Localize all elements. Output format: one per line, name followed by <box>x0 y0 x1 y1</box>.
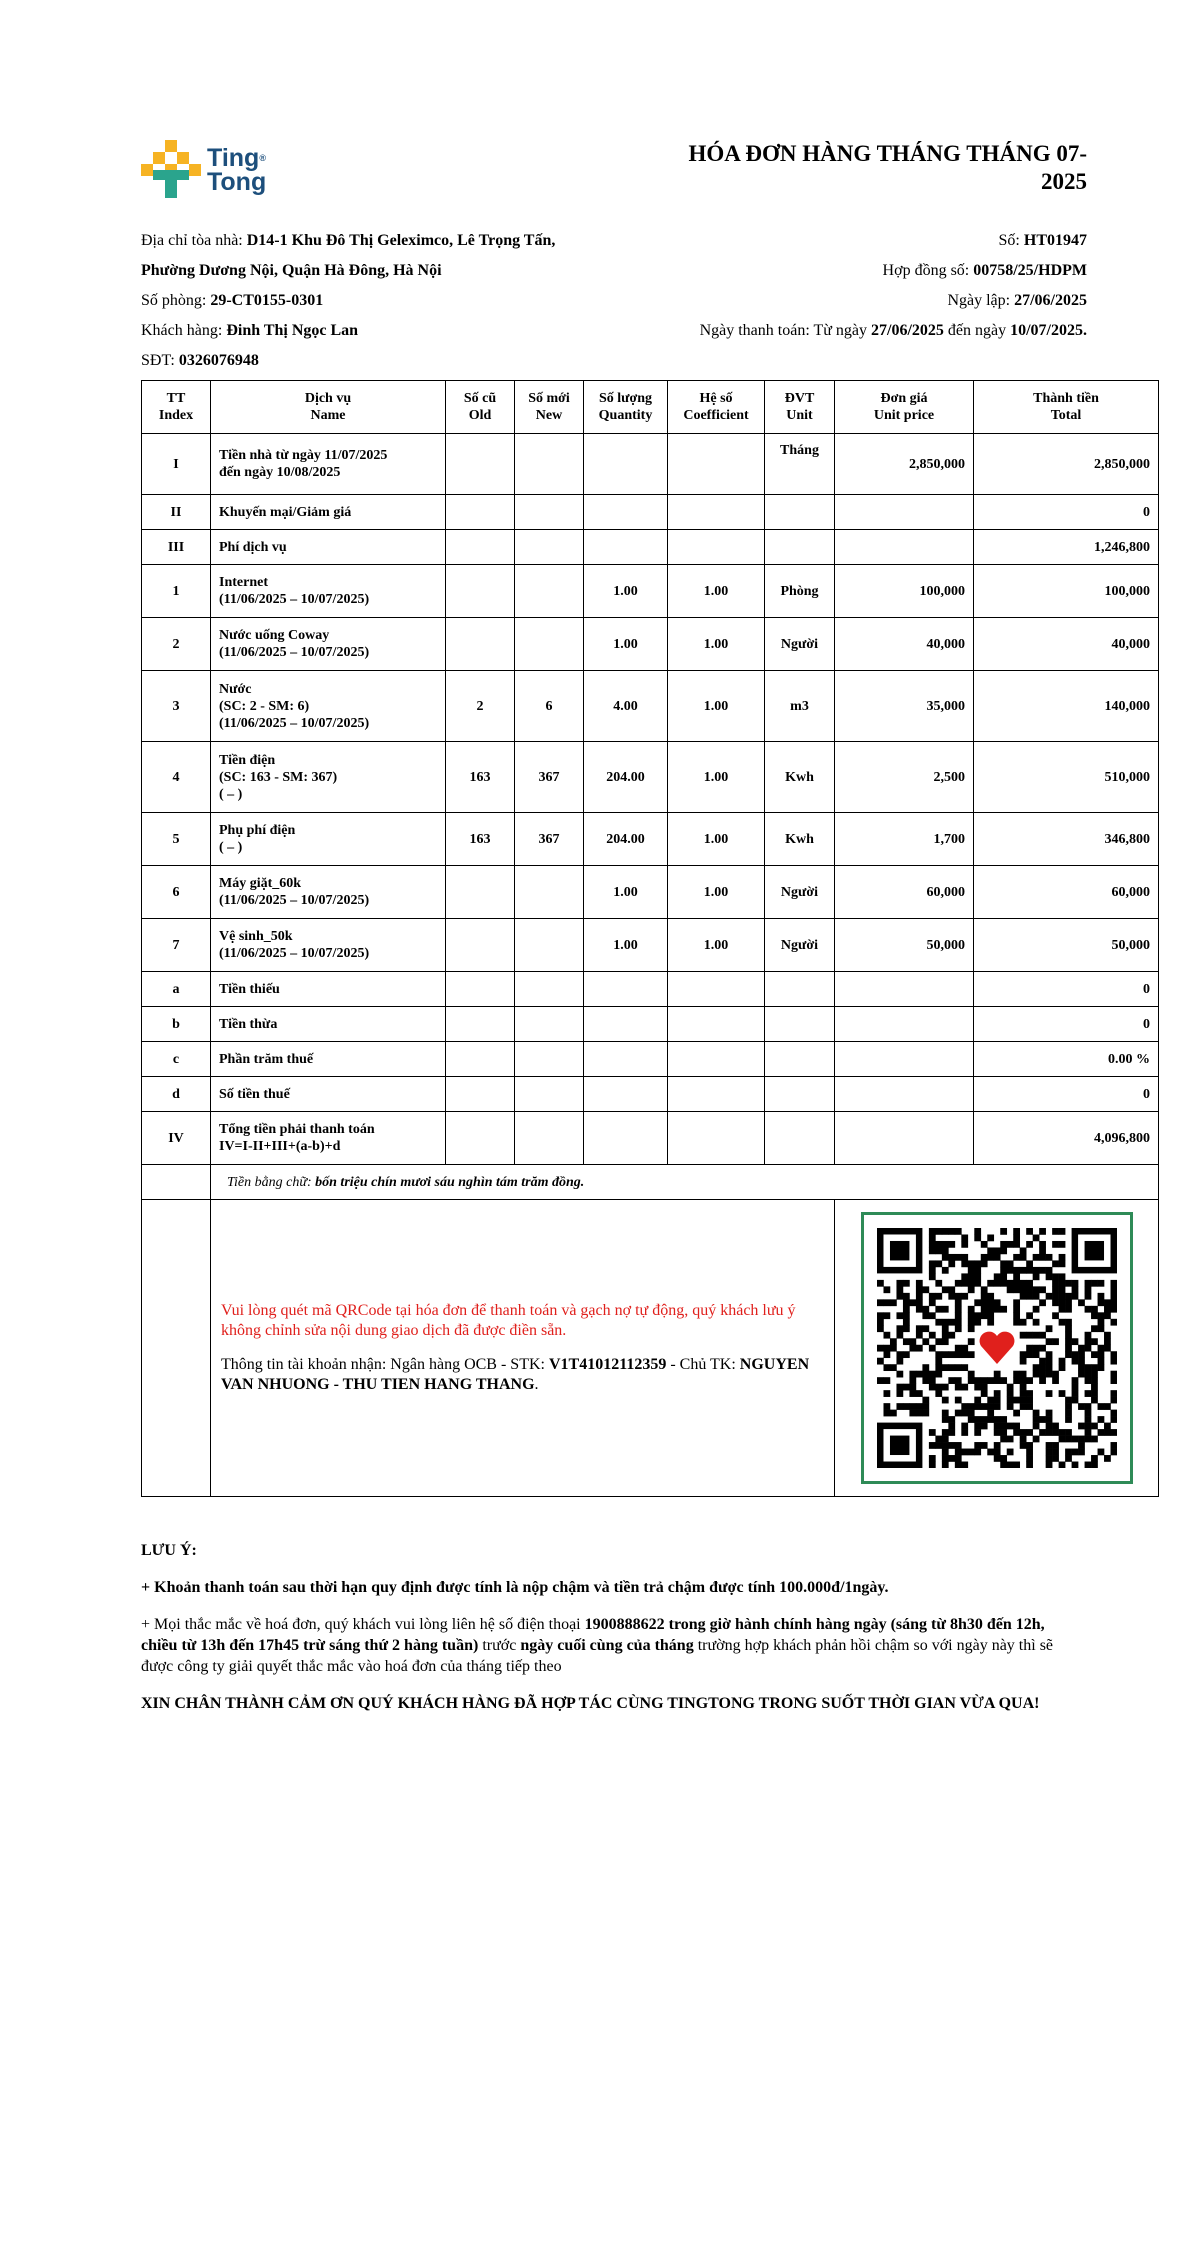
table-row <box>142 972 1159 1007</box>
row-total: 4,096,800 <box>974 1112 1159 1165</box>
row-unit: Phòng <box>765 565 835 618</box>
amount-in-words-row <box>142 1165 1159 1200</box>
row-service-name: Tiền thiếu <box>211 972 446 1007</box>
row-unit: Người <box>765 919 835 972</box>
row-index: b <box>142 1007 211 1042</box>
thank-you-note: XIN CHÂN THÀNH CẢM ƠN QUÝ KHÁCH HÀNG ĐÃ HỢP TÁC CÙNG TINGTONG TRONG SUỐT THỜI GIAN VỪA QUA! <box>141 1695 1040 1712</box>
table-row <box>142 671 1159 742</box>
row-index: 2 <box>142 618 211 671</box>
row-new-reading <box>515 919 584 972</box>
row-unit-price: 2,850,000 <box>835 434 974 495</box>
row-old-reading <box>446 565 515 618</box>
row-quantity <box>584 1042 668 1077</box>
row-unit-price <box>835 1112 974 1165</box>
row-new-reading <box>515 866 584 919</box>
row-coefficient: 1.00 <box>668 618 765 671</box>
contract-number: Hợp đồng số: 00758/25/HDPM <box>882 262 1087 279</box>
invoice-number: Số: HT01947 <box>998 232 1087 249</box>
row-unit <box>765 1042 835 1077</box>
logo-mark-icon <box>141 140 201 200</box>
payment-period: Ngày thanh toán: Từ ngày 27/06/2025 đến ngày 10/07/2025. <box>699 322 1087 339</box>
row-quantity: 1.00 <box>584 866 668 919</box>
row-unit-price: 1,700 <box>835 813 974 866</box>
row-quantity <box>584 1007 668 1042</box>
col-new-header: Số mới New <box>515 381 584 434</box>
row-old-reading <box>446 434 515 495</box>
table-row <box>142 742 1159 813</box>
table-row <box>142 1077 1159 1112</box>
bank-account-info: Thông tin tài khoản nhận: Ngân hàng OCB - STK: V1T41012112359 - Chủ TK: NGUYEN VAN NHUONG - THU TIEN HANG THANG. <box>221 1356 810 1393</box>
row-service-name: Nước (SC: 2 - SM: 6) (11/06/2025 – 10/07/2025) <box>211 671 446 742</box>
row-service-name: Phần trăm thuế <box>211 1042 446 1077</box>
row-service-name: Khuyến mại/Giảm giá <box>211 495 446 530</box>
row-old-reading <box>446 919 515 972</box>
row-unit: Kwh <box>765 742 835 813</box>
row-new-reading <box>515 1042 584 1077</box>
row-index: III <box>142 530 211 565</box>
row-new-reading <box>515 530 584 565</box>
row-coefficient <box>668 495 765 530</box>
row-index: II <box>142 495 211 530</box>
row-service-name: Tiền nhà từ ngày 11/07/2025 đến ngày 10/08/2025 <box>211 434 446 495</box>
row-total: 50,000 <box>974 919 1159 972</box>
invoice-table <box>141 380 1159 1497</box>
row-total: 2,850,000 <box>974 434 1159 495</box>
table-row <box>142 618 1159 671</box>
col-quantity-header: Số lượng Quantity <box>584 381 668 434</box>
row-coefficient: 1.00 <box>668 813 765 866</box>
row-total: 0.00 % <box>974 1042 1159 1077</box>
table-row <box>142 530 1159 565</box>
row-old-reading <box>446 972 515 1007</box>
row-coefficient <box>668 530 765 565</box>
row-index: 1 <box>142 565 211 618</box>
row-old-reading: 163 <box>446 813 515 866</box>
row-quantity: 1.00 <box>584 618 668 671</box>
row-total: 346,800 <box>974 813 1159 866</box>
table-row <box>142 495 1159 530</box>
table-row <box>142 565 1159 618</box>
logo-text: Ting® Tong <box>207 144 267 196</box>
row-old-reading <box>446 1077 515 1112</box>
row-total: 140,000 <box>974 671 1159 742</box>
row-coefficient <box>668 972 765 1007</box>
row-total: 1,246,800 <box>974 530 1159 565</box>
row-quantity <box>584 530 668 565</box>
row-new-reading <box>515 1077 584 1112</box>
row-service-name: Phí dịch vụ <box>211 530 446 565</box>
row-index: c <box>142 1042 211 1077</box>
row-quantity <box>584 495 668 530</box>
row-coefficient: 1.00 <box>668 866 765 919</box>
invoice-title: HÓA ĐƠN HÀNG THÁNG THÁNG 07-2025 <box>688 141 1087 194</box>
row-service-name: Tiền thừa <box>211 1007 446 1042</box>
row-index: 6 <box>142 866 211 919</box>
payment-instructions <box>211 1200 835 1497</box>
row-unit <box>765 1077 835 1112</box>
contact-note: + Mọi thắc mắc về hoá đơn, quý khách vui lòng liên hệ số điện thoại 1900888622 trong giờ hành chính hàng ngày (sáng từ 8h30 đến 12h, chiều từ 13h đến 17h45 trừ sáng thứ 2 hàng tuần) trước ngày cuối cùng của tháng trường hợp khách phản hồi chậm so với ngày này thì sẽ được công ty giải quyết thắc mắc vào hoá đơn của tháng tiếp theo <box>141 1616 1054 1675</box>
row-service-name: Internet (11/06/2025 – 10/07/2025) <box>211 565 446 618</box>
row-unit <box>765 1007 835 1042</box>
row-new-reading: 367 <box>515 742 584 813</box>
qr-instruction-text: Vui lòng quét mã QRCode tại hóa đơn để thanh toán và gạch nợ tự động, quý khách lưu ý không chỉnh sửa nội dung giao dịch đã được điền sẵn. <box>221 1302 796 1339</box>
row-service-name: Vệ sinh_50k (11/06/2025 – 10/07/2025) <box>211 919 446 972</box>
row-quantity: 204.00 <box>584 813 668 866</box>
row-service-name: Phụ phí điện ( – ) <box>211 813 446 866</box>
row-coefficient: 1.00 <box>668 919 765 972</box>
table-row <box>142 1042 1159 1077</box>
row-total: 100,000 <box>974 565 1159 618</box>
late-fee-note: + Khoản thanh toán sau thời hạn quy định được tính là nộp chậm và tiền trả chậm được tính 100.000đ/1ngày. <box>141 1579 889 1596</box>
row-unit <box>765 1112 835 1165</box>
row-new-reading <box>515 565 584 618</box>
invoice-header <box>141 130 1156 226</box>
address-line-2: Phường Dương Nội, Quận Hà Đông, Hà Nội <box>141 262 442 279</box>
payment-qr-code[interactable] <box>861 1212 1133 1484</box>
col-index-header: TT Index <box>142 381 211 434</box>
row-unit: Kwh <box>765 813 835 866</box>
row-service-name: Tổng tiền phải thanh toán IV=I-II+III+(a-b)+d <box>211 1112 446 1165</box>
row-unit-price: 35,000 <box>835 671 974 742</box>
row-quantity: 1.00 <box>584 565 668 618</box>
room-number: Số phòng: 29-CT0155-0301 <box>141 292 324 309</box>
row-old-reading <box>446 866 515 919</box>
qr-code-icon <box>877 1228 1117 1468</box>
row-new-reading <box>515 618 584 671</box>
col-coefficient-header: Hệ số Coefficient <box>668 381 765 434</box>
row-coefficient: 1.00 <box>668 742 765 813</box>
row-old-reading <box>446 1042 515 1077</box>
row-new-reading <box>515 495 584 530</box>
row-unit-price: 2,500 <box>835 742 974 813</box>
table-row <box>142 866 1159 919</box>
row-index: I <box>142 434 211 495</box>
row-old-reading: 163 <box>446 742 515 813</box>
issue-date: Ngày lập: 27/06/2025 <box>947 292 1087 309</box>
row-unit <box>765 495 835 530</box>
row-index: IV <box>142 1112 211 1165</box>
row-coefficient: 1.00 <box>668 671 765 742</box>
customer-phone: SĐT: 0326076948 <box>141 352 259 369</box>
heart-icon <box>979 1332 1014 1364</box>
row-old-reading <box>446 530 515 565</box>
row-coefficient: 1.00 <box>668 565 765 618</box>
table-row <box>142 1007 1159 1042</box>
table-row <box>142 919 1159 972</box>
row-service-name: Nước uống Coway (11/06/2025 – 10/07/2025) <box>211 618 446 671</box>
table-row <box>142 434 1159 495</box>
row-unit <box>765 530 835 565</box>
row-new-reading <box>515 434 584 495</box>
row-coefficient <box>668 1042 765 1077</box>
row-coefficient <box>668 1077 765 1112</box>
row-old-reading <box>446 1007 515 1042</box>
row-total: 510,000 <box>974 742 1159 813</box>
row-total: 60,000 <box>974 866 1159 919</box>
col-total-header: Thành tiền Total <box>974 381 1159 434</box>
row-unit-price <box>835 495 974 530</box>
invoice-info <box>141 226 1087 376</box>
notes-section <box>141 1540 1081 1730</box>
row-old-reading: 2 <box>446 671 515 742</box>
col-unit-header: ĐVT Unit <box>765 381 835 434</box>
row-old-reading <box>446 1112 515 1165</box>
row-unit-price <box>835 530 974 565</box>
row-unit: m3 <box>765 671 835 742</box>
qr-cell <box>835 1200 1159 1497</box>
row-quantity <box>584 972 668 1007</box>
row-quantity: 1.00 <box>584 919 668 972</box>
row-new-reading <box>515 1112 584 1165</box>
row-index: a <box>142 972 211 1007</box>
row-total: 0 <box>974 972 1159 1007</box>
row-index: 7 <box>142 919 211 972</box>
row-unit: Người <box>765 618 835 671</box>
customer-name: Khách hàng: Đinh Thị Ngọc Lan <box>141 322 359 339</box>
row-index: 5 <box>142 813 211 866</box>
row-old-reading <box>446 618 515 671</box>
row-new-reading: 367 <box>515 813 584 866</box>
amount-in-words: Tiền bằng chữ: bốn triệu chín mươi sáu nghìn tám trăm đồng. <box>211 1165 1159 1200</box>
row-quantity <box>584 1077 668 1112</box>
row-unit: Tháng <box>765 434 835 495</box>
col-name-header: Dịch vụ Name <box>211 381 446 434</box>
row-service-name: Số tiền thuế <box>211 1077 446 1112</box>
row-new-reading <box>515 972 584 1007</box>
payment-qr-row <box>142 1200 1159 1497</box>
table-header-row <box>142 381 1159 434</box>
row-unit-price: 50,000 <box>835 919 974 972</box>
row-index: 4 <box>142 742 211 813</box>
row-service-name: Máy giặt_60k (11/06/2025 – 10/07/2025) <box>211 866 446 919</box>
row-unit: Người <box>765 866 835 919</box>
notes-heading: LƯU Ý: <box>141 1542 197 1559</box>
table-row <box>142 813 1159 866</box>
row-unit-price <box>835 972 974 1007</box>
row-total: 0 <box>974 495 1159 530</box>
row-new-reading <box>515 1007 584 1042</box>
row-total: 0 <box>974 1007 1159 1042</box>
row-new-reading: 6 <box>515 671 584 742</box>
row-unit-price: 60,000 <box>835 866 974 919</box>
row-coefficient <box>668 1112 765 1165</box>
row-coefficient <box>668 434 765 495</box>
row-total: 40,000 <box>974 618 1159 671</box>
col-old-header: Số cũ Old <box>446 381 515 434</box>
row-coefficient <box>668 1007 765 1042</box>
col-unit-price-header: Đơn giá Unit price <box>835 381 974 434</box>
row-service-name: Tiền điện (SC: 163 - SM: 367) ( – ) <box>211 742 446 813</box>
row-unit-price: 100,000 <box>835 565 974 618</box>
row-unit-price <box>835 1077 974 1112</box>
address-line-1: Địa chỉ tòa nhà: D14-1 Khu Đô Thị Geleximco, Lê Trọng Tấn, <box>141 232 556 249</box>
row-quantity <box>584 434 668 495</box>
row-unit-price <box>835 1007 974 1042</box>
row-quantity: 204.00 <box>584 742 668 813</box>
row-unit-price <box>835 1042 974 1077</box>
table-row <box>142 1112 1159 1165</box>
row-unit-price: 40,000 <box>835 618 974 671</box>
row-quantity: 4.00 <box>584 671 668 742</box>
row-unit <box>765 972 835 1007</box>
row-index: 3 <box>142 671 211 742</box>
row-old-reading <box>446 495 515 530</box>
tingtong-logo <box>141 140 266 200</box>
row-total: 0 <box>974 1077 1159 1112</box>
row-index: d <box>142 1077 211 1112</box>
row-quantity <box>584 1112 668 1165</box>
